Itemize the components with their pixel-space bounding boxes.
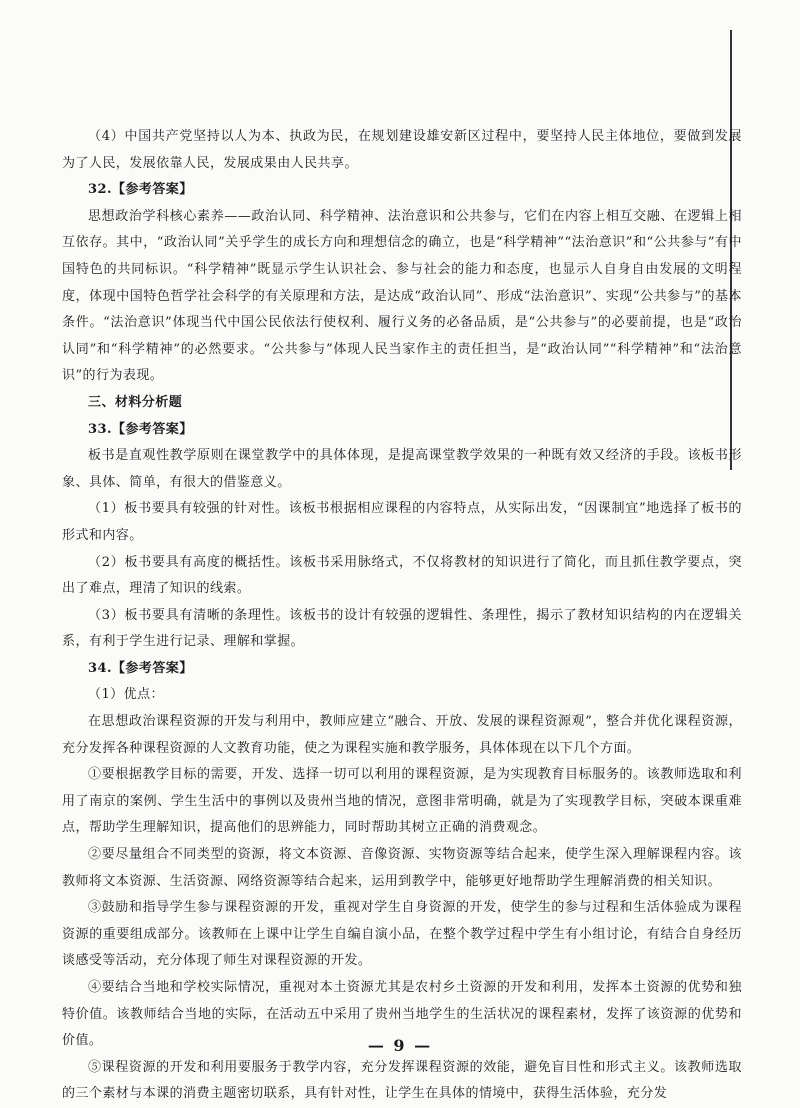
paragraph: 在思想政治课程资源的开发与利用中，教师应建立“融合、开放、发展的课程资源观”，整合并优化课程资源，充分发挥各种课程资源的人文教育功能，使之为课程实施和教学服务，具体体现在以下几个方面。 <box>62 714 742 756</box>
paragraph: 思想政治学科核心素养——政治认同、科学精神、法治意识和公共参与，它们在内容上相互交融、在逻辑上相互依存。其中，“政治认同”关乎学生的成长方向和理想信念的确立，也是“科学精神”“法治意识”和“公共参与”有中国特色的共同标识。“科学精神”既显示学生认识社会、参与社会的能力和态度，也显示人自身自由发展的文明程度，体现中国特色哲学社会科学的有关原理和方法，是达成“政治认同”、形成“法治意识”、实现“公共参与”的基本条件。“法治意识”体现当代中国公民依法行使权利、履行义务的必备品质，是“公共参与”的必要前提，也是“政治认同”和“科学精神”的必然要求。“公共参与”体现人民当家作主的责任担当，是“政治认同”“科学精神”和“法治意识”的行为表现。 <box>62 208 742 384</box>
paragraph: （3）板书要具有清晰的条理性。该板书的设计有较强的逻辑性、条理性，揭示了教材知识结构的内在逻辑关系，有利于学生进行记录、理解和掌握。 <box>62 607 742 650</box>
paragraph: ②要尽量组合不同类型的资源，将文本资源、音像资源、实物资源等结合起来，使学生深入理解课程内容。该教师将文本资源、生活资源、网络资源等结合起来，运用到教学中，能够更好地帮助学生理解消费的相关知识。 <box>62 847 742 889</box>
paragraph: （1）优点： <box>88 687 164 703</box>
paragraph: （2）板书要具有高度的概括性。该板书采用脉络式，不仅将教材的知识进行了简化，而且抓住教学要点，突出了难点，理清了知识的线索。 <box>62 554 742 597</box>
paragraph: ③鼓励和指导学生参与课程资源的开发，重视对学生自身资源的开发，使学生的参与过程和生活体验成为课程资源的重要组成部分。该教师在上课中让学生自编自演小品，在整个教学过程中学生有小组讨论，有结合自身经历谈感受等活动，充分体现了师生对课程资源的开发。 <box>62 900 742 969</box>
paragraph: ④要结合当地和学校实际情况，重视对本土资源尤其是农村乡土资源的开发和利用，发挥本土资源的优势和独特价值。该教师结合当地的实际，在活动五中采用了贵州当地学生的生活状况的课程素材，发挥了该资源的优势和价值。 <box>62 980 742 1049</box>
paragraph: ⑤课程资源的开发和利用要服务于教学内容，充分发挥课程资源的效能，避免盲目性和形式主义。该教师选取的三个素材与本课的消费主题密切联系，具有针对性，让学生在具体的情境中，获得生活体验，充分发 <box>62 1059 742 1102</box>
document-body <box>62 124 742 1108</box>
paragraph: （1）板书要具有较强的针对性。该板书根据相应课程的内容特点，从实际出发，“因课制宜”地选择了板书的形式和内容。 <box>62 501 742 543</box>
page-number: — 9 — <box>367 1036 433 1055</box>
section-heading: 三、材料分析题 <box>88 394 183 410</box>
answer-heading: 33.【参考答案】 <box>88 421 193 437</box>
answer-heading: 32.【参考答案】 <box>88 182 193 198</box>
paragraph: ①要根据教学目标的需要，开发、选择一切可以利用的课程资源，是为实现教育目标服务的。该教师选取和利用了南京的案例、学生生活中的事例以及贵州当地的情况，意图非常明确，就是为了实现教学目标，突破本课重难点，帮助学生理解知识，提高他们的思辨能力，同时帮助其树立正确的消费观念。 <box>62 767 742 836</box>
answer-heading: 34.【参考答案】 <box>88 660 193 676</box>
paragraph: 板书是直观性教学原则在课堂教学中的具体体现，是提高课堂教学效果的一种既有效又经济的手段。该板书形象、具体、简单，有很大的借鉴意义。 <box>62 448 742 490</box>
paragraph: （4）中国共产党坚持以人为本、执政为民，在规划建设雄安新区过程中，要坚持人民主体地位，要做到发展为了人民，发展依靠人民，发展成果由人民共享。 <box>62 129 742 171</box>
